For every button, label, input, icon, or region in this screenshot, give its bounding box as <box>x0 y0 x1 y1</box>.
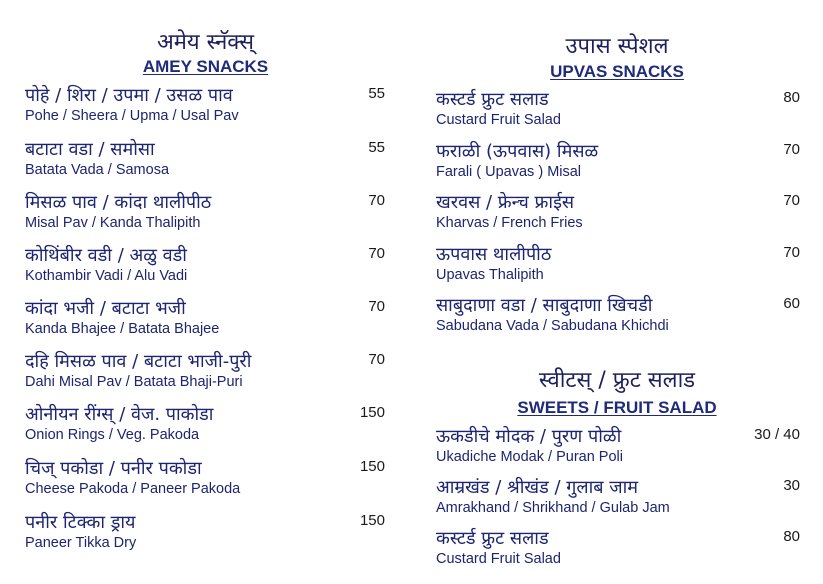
item-name-english: Amrakhand / Shrikhand / Gulab Jam <box>436 500 670 516</box>
item-name-marathi: कस्टर्ड फ्रुट सलाड <box>436 528 549 549</box>
section-title-english: AMEY SNACKS <box>142 57 269 76</box>
item-price: 30 <box>783 477 800 494</box>
item-name-marathi: साबुदाणा वडा / साबुदाणा खिचडी <box>436 295 653 316</box>
item-name-marathi: मिसळ पाव / कांदा थालीपीठ <box>25 192 212 213</box>
menu-item <box>436 475 800 525</box>
menu-item <box>25 137 385 187</box>
item-price: 55 <box>368 85 385 102</box>
item-name-english: Sabudana Vada / Sabudana Khichdi <box>436 318 669 334</box>
item-name-marathi: चिज् पकोडा / पनीर पकोडा <box>25 458 202 479</box>
menu-item <box>25 83 385 133</box>
item-price: 60 <box>783 295 800 312</box>
item-name-marathi: ओनीयन रींग्स् / वेज. पाकोडा <box>25 404 214 425</box>
item-name-marathi: कांदा भजी / बटाटा भजी <box>25 298 186 319</box>
item-name-english: Kanda Bhajee / Batata Bhajee <box>25 321 220 337</box>
item-price: 80 <box>783 89 800 106</box>
item-price: 70 <box>783 192 800 209</box>
menu-item <box>25 349 385 399</box>
item-price: 150 <box>359 458 385 475</box>
section-title-marathi: उपास स्पेशल <box>565 34 669 59</box>
item-name-marathi: फराळी (ऊपवास) मिसळ <box>436 141 599 162</box>
item-name-english: Misal Pav / Kanda Thalipith <box>25 215 201 231</box>
item-name-english: Dahi Misal Pav / Batata Bhaji-Puri <box>25 374 243 390</box>
item-name-english: Custard Fruit Salad <box>436 551 561 567</box>
item-name-marathi: खरवस / फ्रेन्च फ्राईस <box>436 192 575 213</box>
item-price: 70 <box>368 351 385 368</box>
menu-item <box>436 139 800 189</box>
section-title-english: UPVAS SNACKS <box>550 62 684 81</box>
menu-item <box>25 296 385 346</box>
menu-item <box>436 526 800 576</box>
item-name-marathi: पनीर टिक्का ड्राय <box>25 512 136 533</box>
item-name-english: Onion Rings / Veg. Pakoda <box>25 427 200 443</box>
item-name-english: Paneer Tikka Dry <box>25 535 137 551</box>
menu-item <box>25 456 385 506</box>
item-name-english: Custard Fruit Salad <box>436 112 561 128</box>
menu-item <box>436 242 800 292</box>
item-price: 150 <box>359 404 385 421</box>
menu-item <box>436 87 800 137</box>
menu-item <box>436 293 800 343</box>
item-price: 70 <box>368 298 385 315</box>
item-price: 70 <box>368 192 385 209</box>
item-name-english: Farali ( Upavas ) Misal <box>436 164 582 180</box>
item-name-marathi: आम्रखंड / श्रीखंड / गुलाब जाम <box>436 477 639 498</box>
item-name-english: Pohe / Sheera / Upma / Usal Pav <box>25 108 239 124</box>
item-price: 55 <box>368 139 385 156</box>
item-name-marathi: ऊकडीचे मोदक / पुरण पोळी <box>436 426 622 447</box>
section-title-marathi: स्वीटस् / फ्रुट सलाड <box>538 368 696 393</box>
item-name-marathi: दहि मिसळ पाव / बटाटा भाजी-पुरी <box>25 351 252 372</box>
item-name-english: Kothambir Vadi / Alu Vadi <box>25 268 188 284</box>
section-title-english: SWEETS / FRUIT SALAD <box>517 398 717 417</box>
section-title-marathi: अमेय स्नॅक्स् <box>156 30 255 55</box>
item-price: 30 / 40 <box>754 426 800 443</box>
menu-item <box>25 243 385 293</box>
item-price: 70 <box>783 141 800 158</box>
item-name-english: Upavas Thalipith <box>436 267 544 283</box>
item-name-english: Ukadiche Modak / Puran Poli <box>436 449 623 465</box>
item-name-marathi: कोथिंबीर वडी / अळु वडी <box>25 245 187 266</box>
item-price: 70 <box>368 245 385 262</box>
item-name-english: Batata Vada / Samosa <box>25 162 170 178</box>
menu-item <box>25 190 385 240</box>
item-name-english: Cheese Pakoda / Paneer Pakoda <box>25 481 241 497</box>
item-name-marathi: कस्टर्ड फ्रुट सलाड <box>436 89 549 110</box>
item-price: 70 <box>783 244 800 261</box>
item-name-marathi: बटाटा वडा / समोसा <box>25 139 155 160</box>
item-price: 150 <box>359 512 385 529</box>
item-name-marathi: पोहे / शिरा / उपमा / उसळ पाव <box>25 85 233 106</box>
item-name-english: Kharvas / French Fries <box>436 215 583 231</box>
menu-item <box>25 402 385 452</box>
menu-item <box>436 190 800 240</box>
menu-item <box>25 510 385 560</box>
menu-item <box>436 424 800 474</box>
item-name-marathi: ऊपवास थालीपीठ <box>436 244 552 265</box>
item-price: 80 <box>783 528 800 545</box>
